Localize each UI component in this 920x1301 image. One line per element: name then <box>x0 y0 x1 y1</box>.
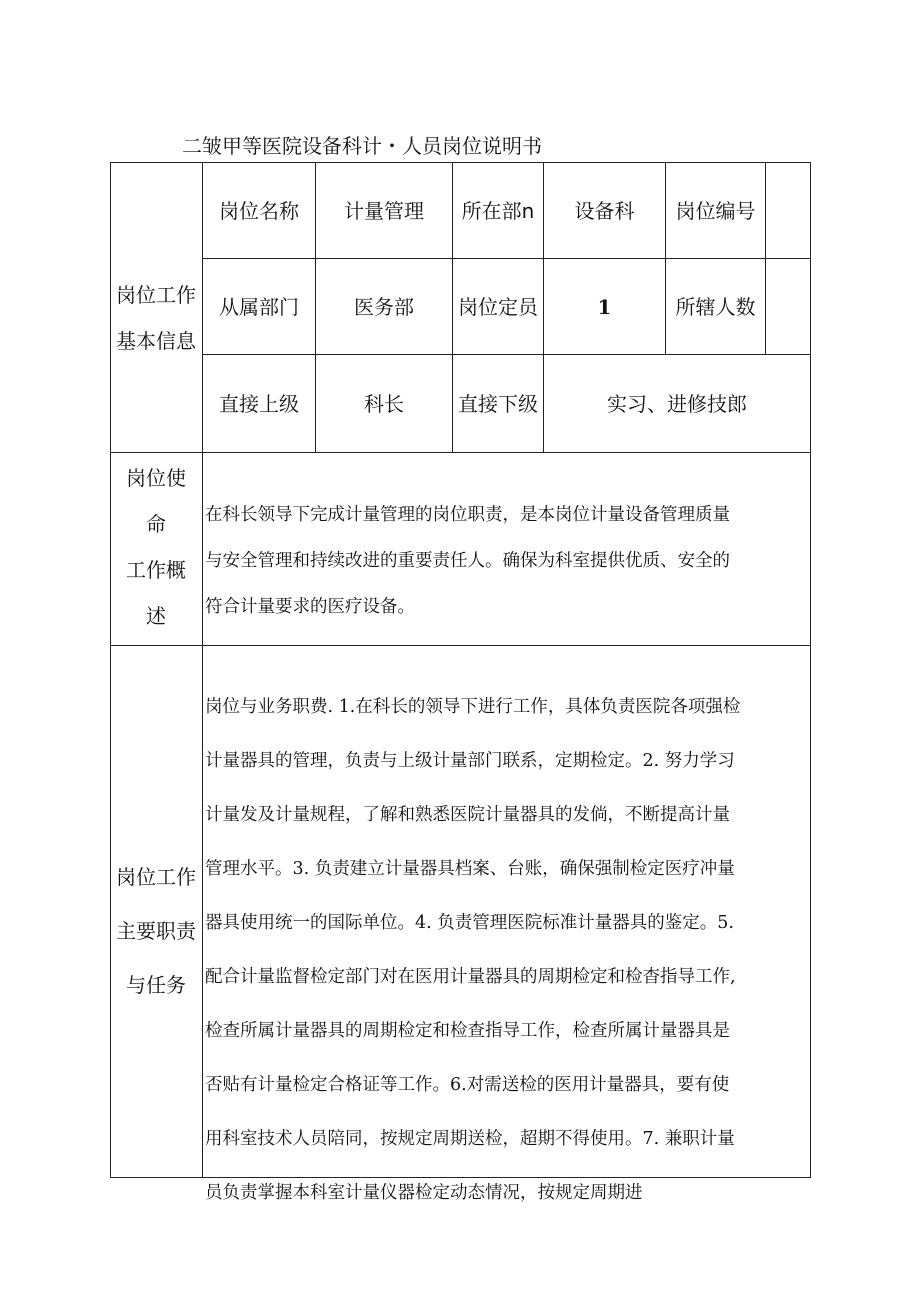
text-line: 检查所属计量器具的周期检定和检查指导工作，检查所属计量器具是 <box>205 1021 730 1041</box>
table-border-right <box>810 162 811 1178</box>
cell-text: 岗位定员 <box>458 294 538 319</box>
text-line: 配合计量监督检定部门对在医用计量器具的周期检定和检杳指导工作, <box>205 967 736 987</box>
label-line: 基本信息 <box>116 329 196 353</box>
duties-text <box>205 680 740 1220</box>
mission-text <box>205 492 730 630</box>
cell-value: 计量管理 <box>344 198 424 223</box>
cell-label <box>453 259 543 354</box>
cell-value <box>766 163 810 258</box>
basic-info-label <box>110 272 202 364</box>
text-line: 岗位与业务职费. 1.在科长的领导下进行工作，具体负责医院各项强检 <box>205 697 741 717</box>
text-line: 器具使用统一的国际单位。4. 负责管理医院标准计量器具的鉴定。5. <box>205 913 734 933</box>
text-line: 符合计量要求的医疗设备。 <box>205 597 415 617</box>
label-line: 命 <box>146 512 166 536</box>
text-line: 计量器具的管理，负责与上级计量部门联系，定期检定。2. 努力学习 <box>205 751 735 771</box>
text-line: 与安全管理和持续改进的重要责任人。确保为科室提供优质、安全的 <box>205 551 730 571</box>
duties-label <box>110 850 202 1012</box>
label-line: 岗位使 <box>126 466 186 490</box>
cell-text: 直接下级 <box>458 391 538 416</box>
cell-label <box>666 163 765 258</box>
label-line: 主要职责 <box>116 919 196 943</box>
page-title: 二皱甲等医院设备科计・人员岗位说明书 <box>182 134 542 158</box>
text-line: 员负责掌握本科室计量仪器检定动态情况，按规定周期进 <box>205 1183 643 1203</box>
cell-value: 设备科 <box>574 198 635 223</box>
cell-value <box>766 259 810 354</box>
cell-label: 从属部门 <box>219 294 299 319</box>
cell-text: 所辖人数 <box>675 294 756 319</box>
text-line: 管理水平。3. 负责建立计量器具档案、台账，确保强制检定医疗冲量 <box>205 859 735 879</box>
text-line: 计量发及计量规程，了解和熟悉医院计量器具的发倘，不断提高计量 <box>205 805 730 825</box>
cell-value: 科长 <box>364 391 404 416</box>
label-line: 工作概 <box>126 558 186 582</box>
cell-value: 1 <box>597 294 612 319</box>
job-description-table <box>110 162 811 1203</box>
label-line: 岗位工作 <box>116 283 196 307</box>
cell-label: 所在部n <box>461 198 535 223</box>
section-divider <box>110 645 811 646</box>
cell-value: 医务部 <box>354 294 414 319</box>
text-line: 在科长领导下完成计量管理的岗位职责，是本岗位计量设备管理质量 <box>205 505 730 525</box>
cell-label <box>666 259 765 354</box>
label-line: 述 <box>146 604 166 628</box>
section-divider <box>110 452 811 453</box>
cell-text: 岗位编号 <box>675 198 756 223</box>
cell-label <box>453 355 543 452</box>
text-line: 否贴有计量检定合格证等工作。6.对需送检的医用计量器具，要有使 <box>205 1075 730 1095</box>
cell-label: 岗位名称 <box>219 198 299 223</box>
cell-value: 实习、进修技郎 <box>607 391 747 416</box>
mission-label <box>110 455 202 645</box>
label-line: 岗位工作 <box>116 865 196 889</box>
text-line: 用科室技术人员陪同，按规定周期送检，超期不得使用。7. 兼职计量 <box>205 1129 735 1149</box>
cell-label: 直接上级 <box>219 391 299 416</box>
label-line: 与任务 <box>126 973 186 997</box>
